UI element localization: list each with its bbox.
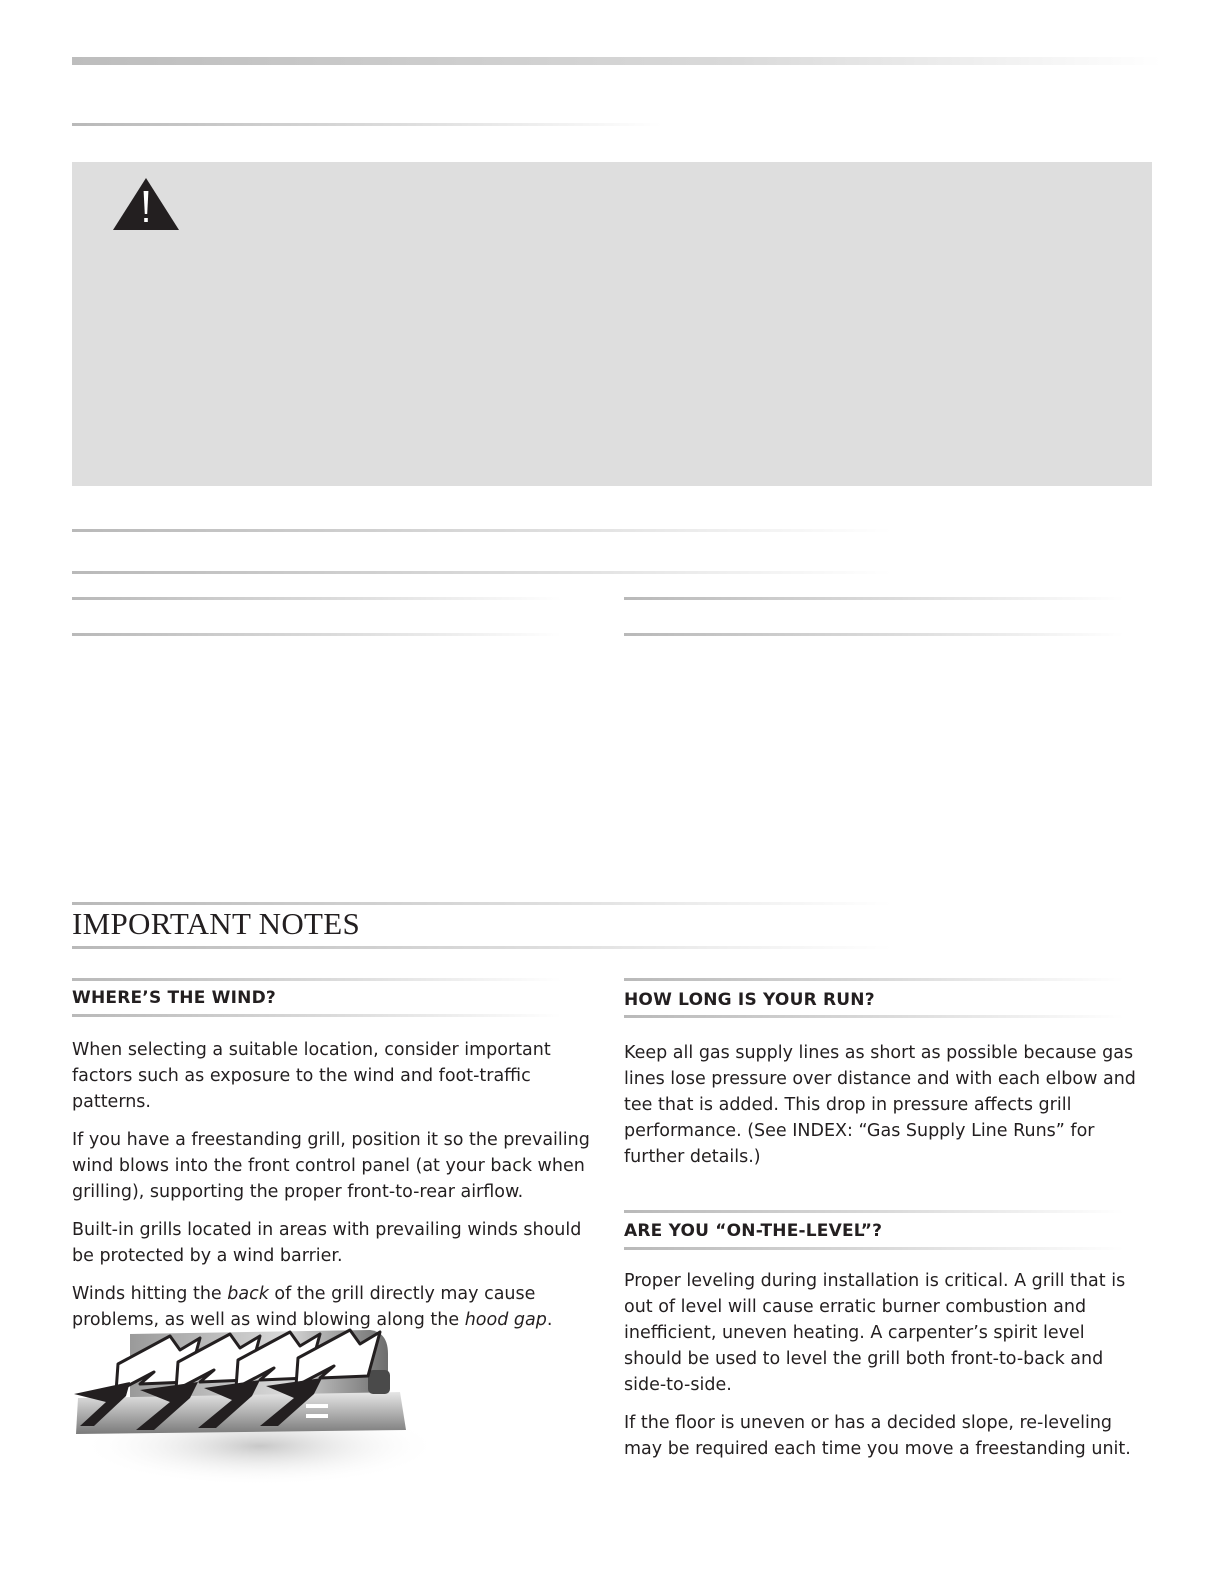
section-title-rule-bottom xyxy=(72,946,892,949)
paragraph: When selecting a suitable location, consider important factors such as exposure to the wind and foot-traffic patterns. xyxy=(72,1040,551,1112)
emphasis-back: back xyxy=(227,1284,269,1304)
subheading-rule-bottom xyxy=(624,1015,1124,1018)
text-run: . xyxy=(546,1310,553,1330)
warning-triangle-icon xyxy=(111,176,181,232)
run-text xyxy=(624,1040,1144,1182)
subheading-rule-bottom xyxy=(624,1247,1124,1250)
text-run: Winds hitting the xyxy=(72,1284,228,1304)
column-rule-right xyxy=(624,633,1124,636)
level-heading: ARE YOU “ON-THE-LEVEL”? xyxy=(624,1221,883,1241)
paragraph: Keep all gas supply lines as short as possible because gas lines lose pressure over distance and with each elbow and tee that is added. This drop in pressure affects grill performance. (See INDEX: “Gas Supply Line Runs” for further details.) xyxy=(624,1043,1136,1167)
paragraph: If you have a freestanding grill, position it so the prevailing wind blows into the front control panel (at your back when grilling), supporting the proper front-to-rear airflow. xyxy=(72,1130,590,1202)
subheading-rule-bottom xyxy=(72,1014,562,1017)
wind-text xyxy=(72,1037,592,1345)
column-rule-right xyxy=(624,597,1124,600)
header-rule xyxy=(72,57,1162,65)
emphasis-hood-gap: hood gap xyxy=(464,1310,547,1330)
run-heading: HOW LONG IS YOUR RUN? xyxy=(624,990,875,1010)
paragraph: Built-in grills located in areas with prevailing winds should be protected by a wind barrier. xyxy=(72,1220,582,1266)
page-title: IMPORTANT NOTES xyxy=(72,906,361,941)
column-rule-left xyxy=(72,633,562,636)
section-title-rule-top xyxy=(72,902,892,905)
subheading-rule-top xyxy=(72,978,562,981)
wind-heading: WHERE’S THE WIND? xyxy=(72,988,276,1008)
grill-wind-arrows-illustration xyxy=(70,1326,440,1486)
subheading-rule-top xyxy=(624,978,1124,981)
paragraph: Proper leveling during installation is critical. A grill that is out of level will cause erratic burner combustion and inefficient, uneven heating. A carpenter’s spirit level should be used to level the grill both front-to-back and side-to-side. xyxy=(624,1271,1126,1395)
paragraph: If the floor is uneven or has a decided slope, re-leveling may be required each time you move a freestanding unit. xyxy=(624,1413,1131,1459)
section-rule xyxy=(72,529,892,532)
header-underline xyxy=(72,123,662,126)
column-rule-left xyxy=(72,597,562,600)
subheading-rule-top xyxy=(624,1210,1124,1213)
text-run: of the grill directly may cause problems, as well as wind blowing along the xyxy=(72,1284,536,1330)
warning-box xyxy=(72,162,1152,486)
level-text xyxy=(624,1268,1144,1474)
section-rule xyxy=(72,571,892,574)
